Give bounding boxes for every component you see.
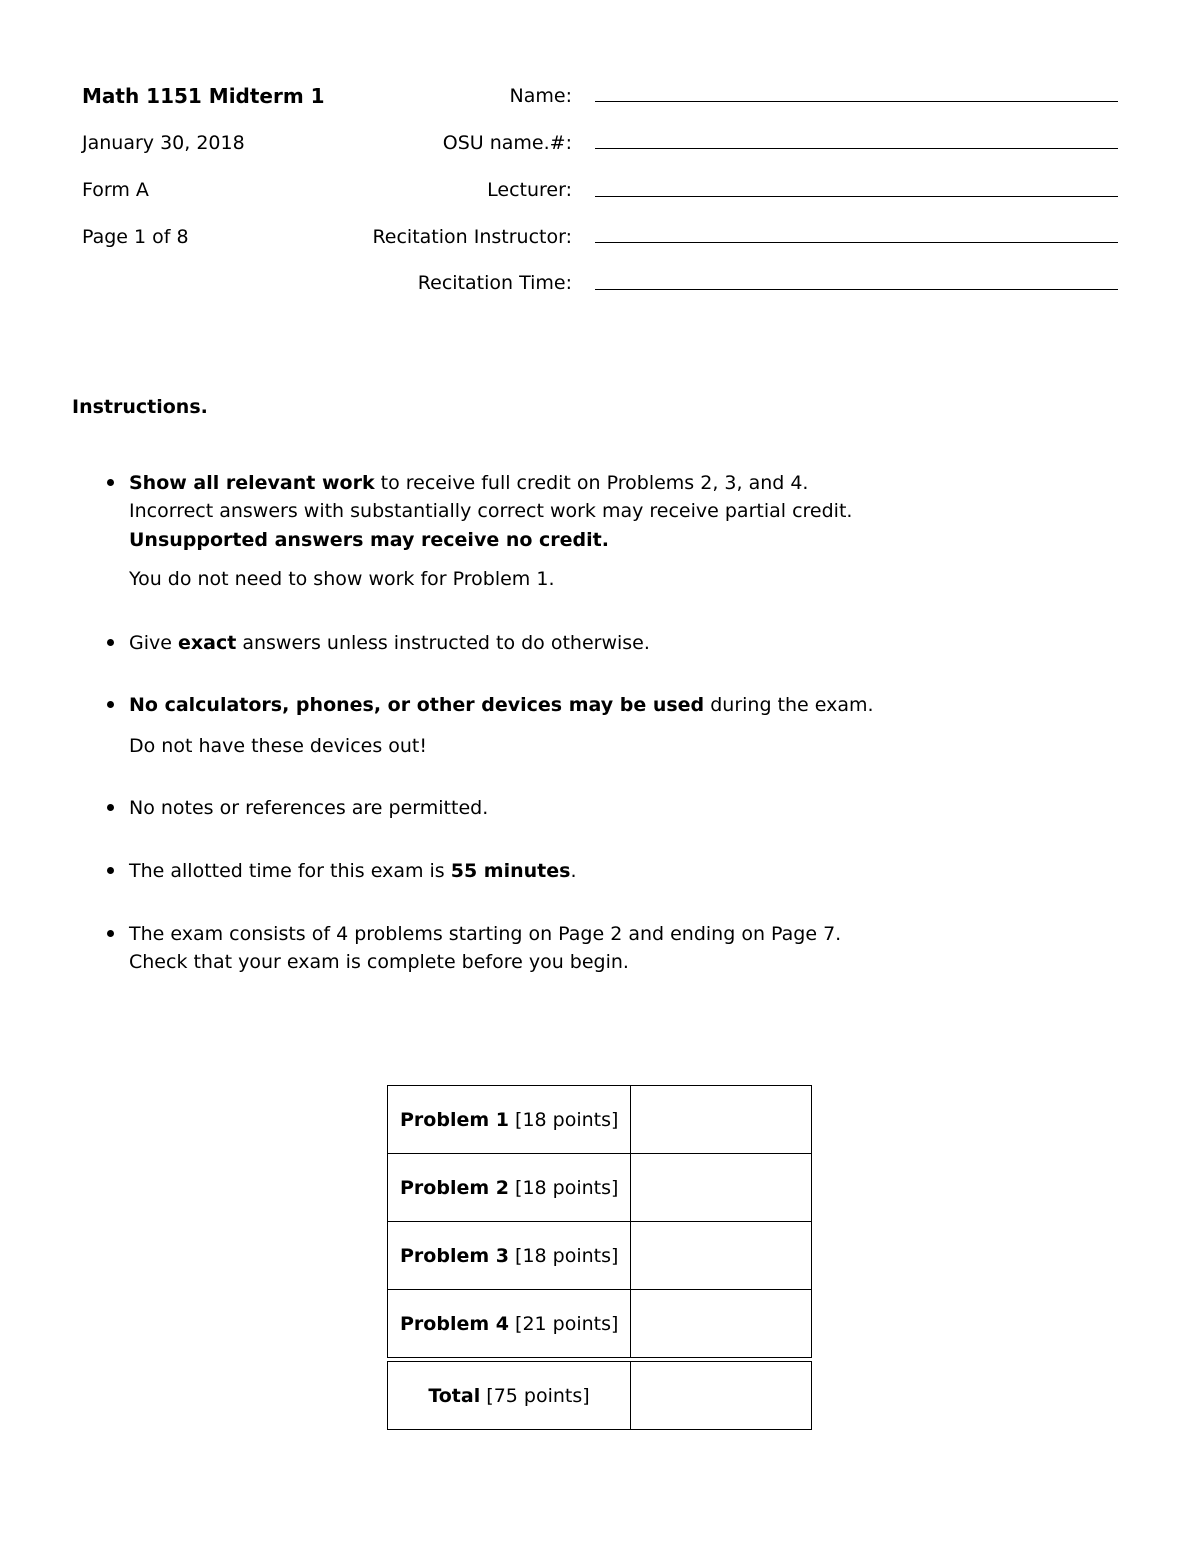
instruction-5-bold: 55 minutes (450, 860, 571, 882)
page-number: Page 1 of 8 (82, 226, 189, 248)
problem-1-score-cell[interactable] (631, 1086, 812, 1154)
total-name: Total (428, 1384, 481, 1407)
instruction-2 (129, 631, 650, 655)
instruction-1-line-1 (129, 471, 808, 495)
instruction-2-pre: Give (129, 632, 178, 654)
total-label (388, 1362, 631, 1430)
instruction-3-line-2: Do not have these devices out! (129, 735, 427, 757)
problem-3-name: Problem 3 (400, 1244, 509, 1267)
problem-3-label (388, 1222, 631, 1290)
instruction-3-post: during the exam. (704, 694, 874, 716)
table-row (388, 1086, 812, 1154)
problem-2-points: [18 points] (515, 1176, 619, 1199)
instruction-2-bold: exact (177, 632, 237, 654)
course-title: Math 1151 Midterm 1 (82, 84, 325, 108)
bullet-dot (107, 804, 114, 811)
problem-4-name: Problem 4 (400, 1312, 509, 1335)
table-row (388, 1154, 812, 1222)
instruction-6-line-2: Check that your exam is complete before you begin. (129, 951, 629, 973)
instruction-1-bold: Show all relevant work (129, 472, 375, 494)
recitation-instructor-label: Recitation Instructor: (372, 226, 572, 248)
bullet-dot (107, 479, 114, 486)
lecturer-field[interactable] (595, 196, 1118, 197)
exam-form: Form A (82, 179, 149, 201)
instruction-2-post: answers unless instructed to do otherwise. (236, 632, 650, 654)
bullet-dot (107, 701, 114, 708)
problem-4-points: [21 points] (515, 1312, 619, 1335)
instruction-1-text: to receive full credit on Problems 2, 3, and 4. (374, 472, 809, 494)
bullet-dot (107, 930, 114, 937)
total-points: [75 points] (486, 1384, 590, 1407)
problem-1-label (388, 1086, 631, 1154)
instruction-3-bold: No calculators, phones, or other devices may be used (129, 694, 705, 716)
problem-4-label (388, 1290, 631, 1358)
problem-3-score-cell[interactable] (631, 1222, 812, 1290)
instruction-5-post: . (570, 860, 577, 882)
instruction-1-line-2: Incorrect answers with substantially correct work may receive partial credit. (129, 500, 853, 522)
bullet-dot (107, 639, 114, 646)
recitation-time-field[interactable] (595, 289, 1118, 290)
instruction-6-line-1: The exam consists of 4 problems starting on Page 2 and ending on Page 7. (129, 923, 842, 945)
table-row (388, 1222, 812, 1290)
problem-2-label (388, 1154, 631, 1222)
table-row (388, 1290, 812, 1358)
problem-4-score-cell[interactable] (631, 1290, 812, 1358)
instructions-heading: Instructions. (72, 396, 208, 418)
lecturer-label: Lecturer: (487, 179, 572, 201)
exam-date: January 30, 2018 (82, 132, 245, 154)
instruction-5-pre: The allotted time for this exam is (129, 860, 451, 882)
recitation-time-label: Recitation Time: (417, 272, 572, 294)
table-row (388, 1362, 812, 1430)
name-label: Name: (509, 85, 572, 107)
problem-2-score-cell[interactable] (631, 1154, 812, 1222)
problem-3-points: [18 points] (515, 1244, 619, 1267)
bullet-dot (107, 867, 114, 874)
problem-2-name: Problem 2 (400, 1176, 509, 1199)
name-field[interactable] (595, 101, 1118, 102)
instruction-3-line-1 (129, 693, 874, 717)
instruction-5 (129, 859, 577, 883)
osu-name-field[interactable] (595, 148, 1118, 149)
recitation-instructor-field[interactable] (595, 242, 1118, 243)
instruction-1-line-3: Unsupported answers may receive no credit. (129, 529, 609, 551)
total-score-cell[interactable] (631, 1362, 812, 1430)
osu-name-label: OSU name.#: (442, 132, 572, 154)
problem-1-points: [18 points] (515, 1108, 619, 1131)
instruction-4: No notes or references are permitted. (129, 797, 489, 819)
problem-1-name: Problem 1 (400, 1108, 509, 1131)
score-table (387, 1085, 812, 1430)
instruction-1-line-4: You do not need to show work for Problem 1. (129, 568, 555, 590)
